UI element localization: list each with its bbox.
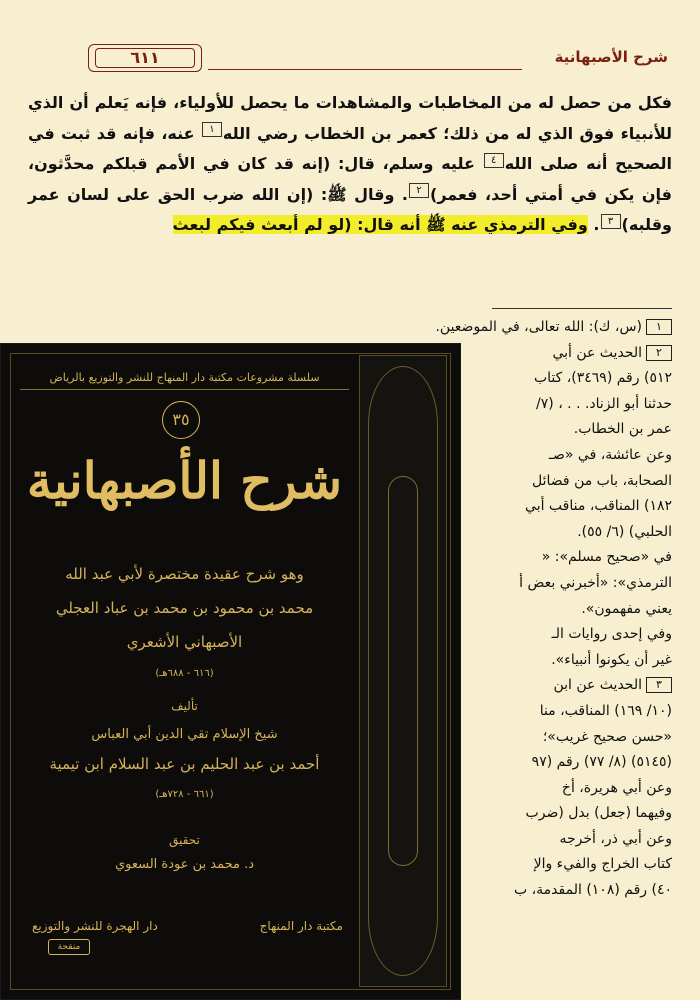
footnote-line: في «صحيح مسلم»: «	[541, 549, 672, 566]
author-line-2: أحمد بن عبد الحليم بن عبد السلام ابن تيمية	[49, 755, 320, 773]
author-line-1: شيخ الإسلام تقي الدين أبي العباس	[91, 727, 278, 742]
author-label: تأليف	[171, 699, 198, 713]
footnote-line: وفيهما (جعل) بدل (ضرب	[525, 805, 672, 822]
footnote-number-box: ٣	[646, 677, 672, 693]
footnote-line	[28, 315, 672, 341]
footnote-number-box: ٢	[646, 345, 672, 361]
footnote-line: ١٨٢) المناقب، مناقب أبي	[525, 498, 672, 515]
footnote-line: ٤٠) رقم (١٠٨) المقدمة، ب	[514, 882, 672, 899]
main-paragraph	[28, 88, 672, 241]
footnote-line: عمر بن الخطاب.	[573, 421, 672, 438]
footnote-line: وعن عائشة، في «صـ	[548, 446, 672, 463]
page-header	[28, 44, 672, 78]
cover-ornament-panel	[359, 355, 447, 987]
publisher-left: دار الهجرة للنشر والتوزيع	[32, 919, 158, 933]
book-cover	[0, 343, 461, 1000]
footnote-line: (١٠/ ١٦٩) المناقب، منا	[539, 702, 672, 719]
footnote-line: وعن أبي هريرة، أخ	[561, 779, 672, 796]
editor-name: د. محمد بن عودة السعوي	[114, 857, 255, 872]
series-rule	[20, 389, 349, 390]
volume-number: ٣٥	[162, 401, 200, 439]
footnote-divider	[492, 308, 672, 309]
cover-subtitle-line-2: محمد بن محمود بن محمد بن عباد العجلي	[55, 599, 314, 617]
footnote-line: وفي إحدى روايات الـ	[551, 626, 672, 643]
series-title: سلسلة مشروعات مكتبة دار المنهاج للنشر والتوزيع بالرياض	[49, 371, 320, 384]
cover-title: شرح الأصبهانية	[26, 451, 343, 510]
footnote-ref-4: ٤	[484, 153, 504, 168]
footnote-line: «حسن صحيح غريب»؛	[542, 728, 672, 745]
footnote-line: وعن أبي ذر، أخرجه	[559, 830, 672, 847]
footnote-ref-3: ٣	[601, 214, 621, 229]
header-rule	[208, 69, 522, 70]
footnote-line: (٥١٤٥) (٨/ ٧٧) رقم (٩٧	[531, 754, 672, 771]
text-segment: عنه، فإنه قد ثبت في الصحيح أنه صلى الله	[28, 123, 672, 173]
text-segment: .	[587, 215, 600, 234]
footnote-text: (س، ك): الله تعالى، في الموضعين.	[435, 319, 642, 335]
footnote-line: ٥١٢) رقم (٣٤٦٩)، كتاب	[533, 370, 672, 387]
footnote-line: غير أن يكونوا أنبياء».	[551, 651, 672, 668]
footnote-line: كتاب الخراج والفيء والإ	[533, 856, 672, 873]
footnote-ref-1: ١	[202, 122, 222, 137]
page-number: ٦١١	[88, 44, 202, 72]
text-segment: . وقال ﷺ: (إن الله ضرب الحق على لسان عمر وقلبه)	[28, 184, 672, 234]
footnote-text: الحديث عن أبي	[552, 344, 642, 361]
edition-badge: منقحة	[48, 939, 90, 955]
text-segment: فكل من حصل له من المخاطبات والمشاهدات ما يحصل للأولياء، فإنه يَعلم أن الذي للأنبياء فوق الذي له من ذلك؛ كعمر بن الخطاب رضي الله	[28, 93, 673, 143]
footnote-line: الترمذي»: «أخبرني بعض أ	[519, 574, 672, 591]
footnote-ref-2: ٢	[409, 183, 429, 198]
cover-subtitle-line-3: الأصبهاني الأشعري	[126, 633, 243, 651]
footnote-line: حدثنا أبو الزناد. . . ، (٧/	[536, 395, 672, 412]
editor-label: تحقيق	[169, 833, 200, 847]
ornament-inner-frame	[388, 476, 418, 866]
text-segment: عليه وسلم، قال: (إنه قد كان في الأمم قبلكم محدَّثون، فإن يكن في أمتي أحد، فعمر)	[28, 154, 673, 204]
cover-subtitle-line-1: وهو شرح عقيدة مختصرة لأبي عبد الله	[65, 565, 304, 583]
author-dates: (٦٦١ - ٧٢٨هـ)	[155, 789, 214, 800]
footnote-line: الحلبي) (٦/ ٥٥).	[577, 523, 672, 540]
publisher-right: مكتبة دار المنهاج	[259, 919, 343, 933]
footnote-line: يعني مفهمون».	[581, 600, 672, 617]
main-text	[28, 88, 672, 241]
footnote-text: الحديث عن ابن	[553, 677, 642, 694]
highlighted-text: وفي الترمذي عنه ﷺ أنه قال: (لو لم أبعث فيكم لبعث	[172, 215, 588, 234]
running-title: شرح الأصبهانية	[554, 48, 668, 66]
footnote-number-box: ١	[646, 319, 672, 335]
subject-dates: (٦١٦ - ٦٨٨هـ)	[155, 668, 214, 679]
footnote-line: الصحابة، باب من فضائل	[532, 472, 672, 489]
